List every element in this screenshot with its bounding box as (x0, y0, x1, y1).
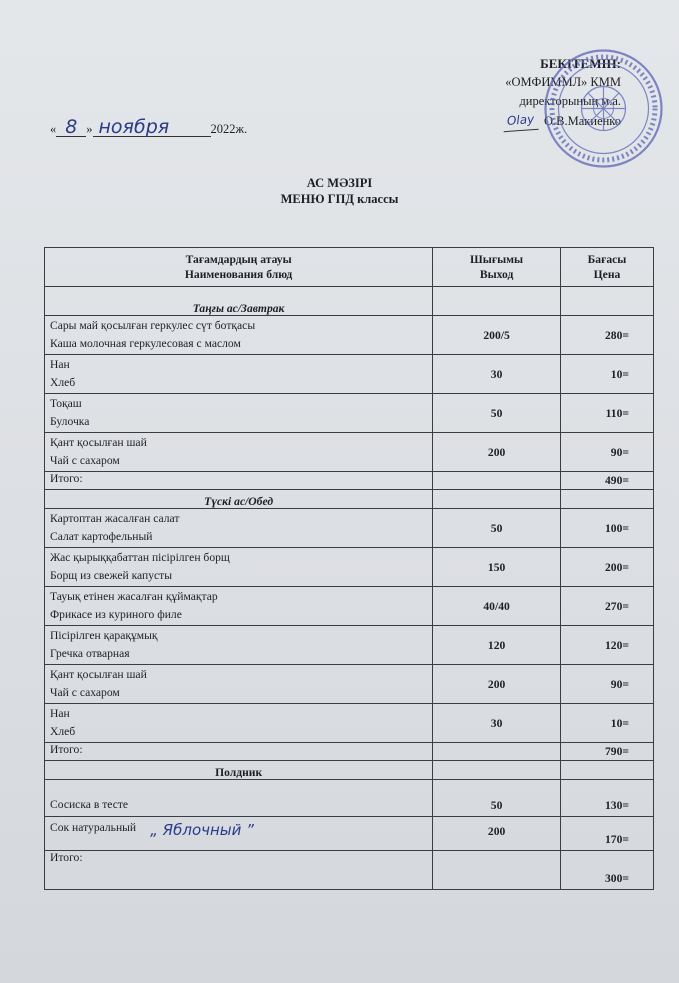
section-title: Полдник (45, 761, 433, 780)
dish-name (45, 817, 433, 851)
table-row (45, 316, 654, 355)
dish-name-ru: Булочка (50, 414, 90, 428)
dish-output: 200/5 (433, 316, 561, 355)
dish-price: 110= (560, 394, 653, 433)
total-price: 490= (560, 472, 653, 490)
dish-name (45, 665, 433, 704)
table-row (45, 355, 654, 394)
table-row (45, 780, 654, 817)
table-row (45, 587, 654, 626)
document-date (50, 118, 247, 137)
total-price: 790= (560, 743, 653, 761)
dish-name-kz: Жас қырыққабаттан пісірілген борщ (50, 551, 230, 564)
dish-name (45, 355, 433, 394)
header-price (560, 248, 653, 287)
dish-name (45, 587, 433, 626)
dish-name (45, 780, 433, 817)
section-title: Таңғы ас/Завтрак (45, 287, 433, 316)
total-label: Итого: (45, 743, 433, 761)
table-row (45, 509, 654, 548)
dish-price: 90= (560, 665, 653, 704)
dish-price: 170= (560, 817, 653, 851)
seal-stamp-icon (541, 46, 666, 171)
dish-name-kz: Нан (50, 358, 70, 371)
dish-name-ru: Гречка отварная (50, 646, 130, 660)
table-row (45, 704, 654, 743)
header-output-ru: Выход (479, 268, 514, 281)
table-row (45, 394, 654, 433)
dish-name-ru: Фрикасе из куриного филе (50, 607, 182, 621)
dish-output: 50 (433, 780, 561, 817)
dish-name-ru: Сок натуральный (50, 821, 137, 834)
handwritten-note: „ Яблочный ” (150, 821, 254, 839)
director-name: О.В.Макиенко (544, 114, 621, 128)
dish-output: 50 (433, 394, 561, 433)
header-name-ru: Наименования блюд (184, 268, 293, 281)
table-row (45, 626, 654, 665)
menu-title (0, 175, 679, 207)
dish-name-kz: Қант қосылған шай (50, 436, 147, 449)
total-row-snack (45, 851, 654, 890)
dish-name (45, 509, 433, 548)
section-row-snack (45, 761, 654, 780)
table-row (45, 548, 654, 587)
date-close-quote: » (86, 122, 93, 136)
dish-name-ru: Чай с сахаром (50, 453, 120, 467)
dish-price: 10= (560, 704, 653, 743)
approval-heading: БЕКІТЕМІН: (540, 56, 621, 71)
total-label: Итого: (45, 472, 433, 490)
dish-name-kz: Тауық етінен жасалған құймақтар (50, 590, 218, 603)
dish-name (45, 704, 433, 743)
date-open-quote: « (50, 122, 57, 136)
table-row (45, 433, 654, 472)
section-row-breakfast (45, 287, 654, 316)
dish-name-ru: Хлеб (50, 375, 76, 389)
dish-name-kz: Сары май қосылған геркулес сүт ботқасы (50, 319, 256, 332)
dish-price: 120= (560, 626, 653, 665)
dish-output: 200 (433, 817, 561, 851)
date-year: 2022ж. (210, 122, 248, 136)
header-output (433, 248, 561, 287)
dish-name-ru: Каша молочная геркулесовая с маслом (50, 336, 241, 350)
dish-name-ru: Салат картофельный (50, 529, 153, 543)
dish-name-kz: Қант қосылған шай (50, 668, 147, 681)
dish-name (45, 433, 433, 472)
dish-name (45, 316, 433, 355)
dish-output: 50 (433, 509, 561, 548)
dish-name-ru: Чай с сахаром (50, 685, 120, 699)
dish-price: 90= (560, 433, 653, 472)
header-name (45, 248, 433, 287)
dish-name (45, 548, 433, 587)
total-price: 300= (560, 851, 653, 890)
dish-name-kz: Тоқаш (50, 397, 82, 410)
menu-title-kz: АС МӘЗІРІ (306, 176, 373, 190)
total-row-breakfast (45, 472, 654, 490)
dish-output: 30 (433, 704, 561, 743)
dish-output: 200 (433, 665, 561, 704)
dish-output: 120 (433, 626, 561, 665)
dish-name-ru: Хлеб (50, 724, 76, 738)
menu-title-ru: МЕНЮ ГПД классы (280, 192, 399, 206)
dish-output: 40/40 (433, 587, 561, 626)
dish-price: 280= (560, 316, 653, 355)
total-row-lunch (45, 743, 654, 761)
approval-org: «ОМФИММЛ» КММ (505, 75, 621, 89)
table-header-row (45, 248, 654, 287)
dish-price: 130= (560, 780, 653, 817)
date-month: ноября (93, 118, 211, 137)
dish-price: 200= (560, 548, 653, 587)
dish-price: 100= (560, 509, 653, 548)
dish-name-ru: Борщ из свежей капусты (50, 568, 173, 582)
dish-output: 30 (433, 355, 561, 394)
dish-name (45, 626, 433, 665)
section-title: Түскі ас/Обед (45, 490, 433, 509)
signature: Olay (502, 110, 539, 132)
header-name-kz: Тағамдардың атауы (185, 253, 292, 266)
dish-name (45, 394, 433, 433)
table-row (45, 665, 654, 704)
dish-name-kz: Нан (50, 707, 70, 720)
approval-position: директорының м.а. (519, 94, 621, 108)
total-label: Итого: (45, 851, 433, 890)
dish-price: 10= (560, 355, 653, 394)
header-price-ru: Цена (593, 268, 621, 281)
header-output-kz: Шығымы (470, 253, 524, 266)
dish-output: 150 (433, 548, 561, 587)
dish-name-kz: Картоптан жасалған салат (50, 512, 180, 525)
section-row-lunch (45, 490, 654, 509)
dish-name-ru: Сосиска в тесте (50, 797, 129, 811)
dish-name-kz: Пісірілген қарақұмық (50, 629, 158, 642)
dish-output: 200 (433, 433, 561, 472)
dish-price: 270= (560, 587, 653, 626)
table-row (45, 817, 654, 851)
header-price-kz: Бағасы (587, 253, 627, 266)
menu-table (44, 247, 654, 890)
date-day: 8 (56, 118, 86, 137)
